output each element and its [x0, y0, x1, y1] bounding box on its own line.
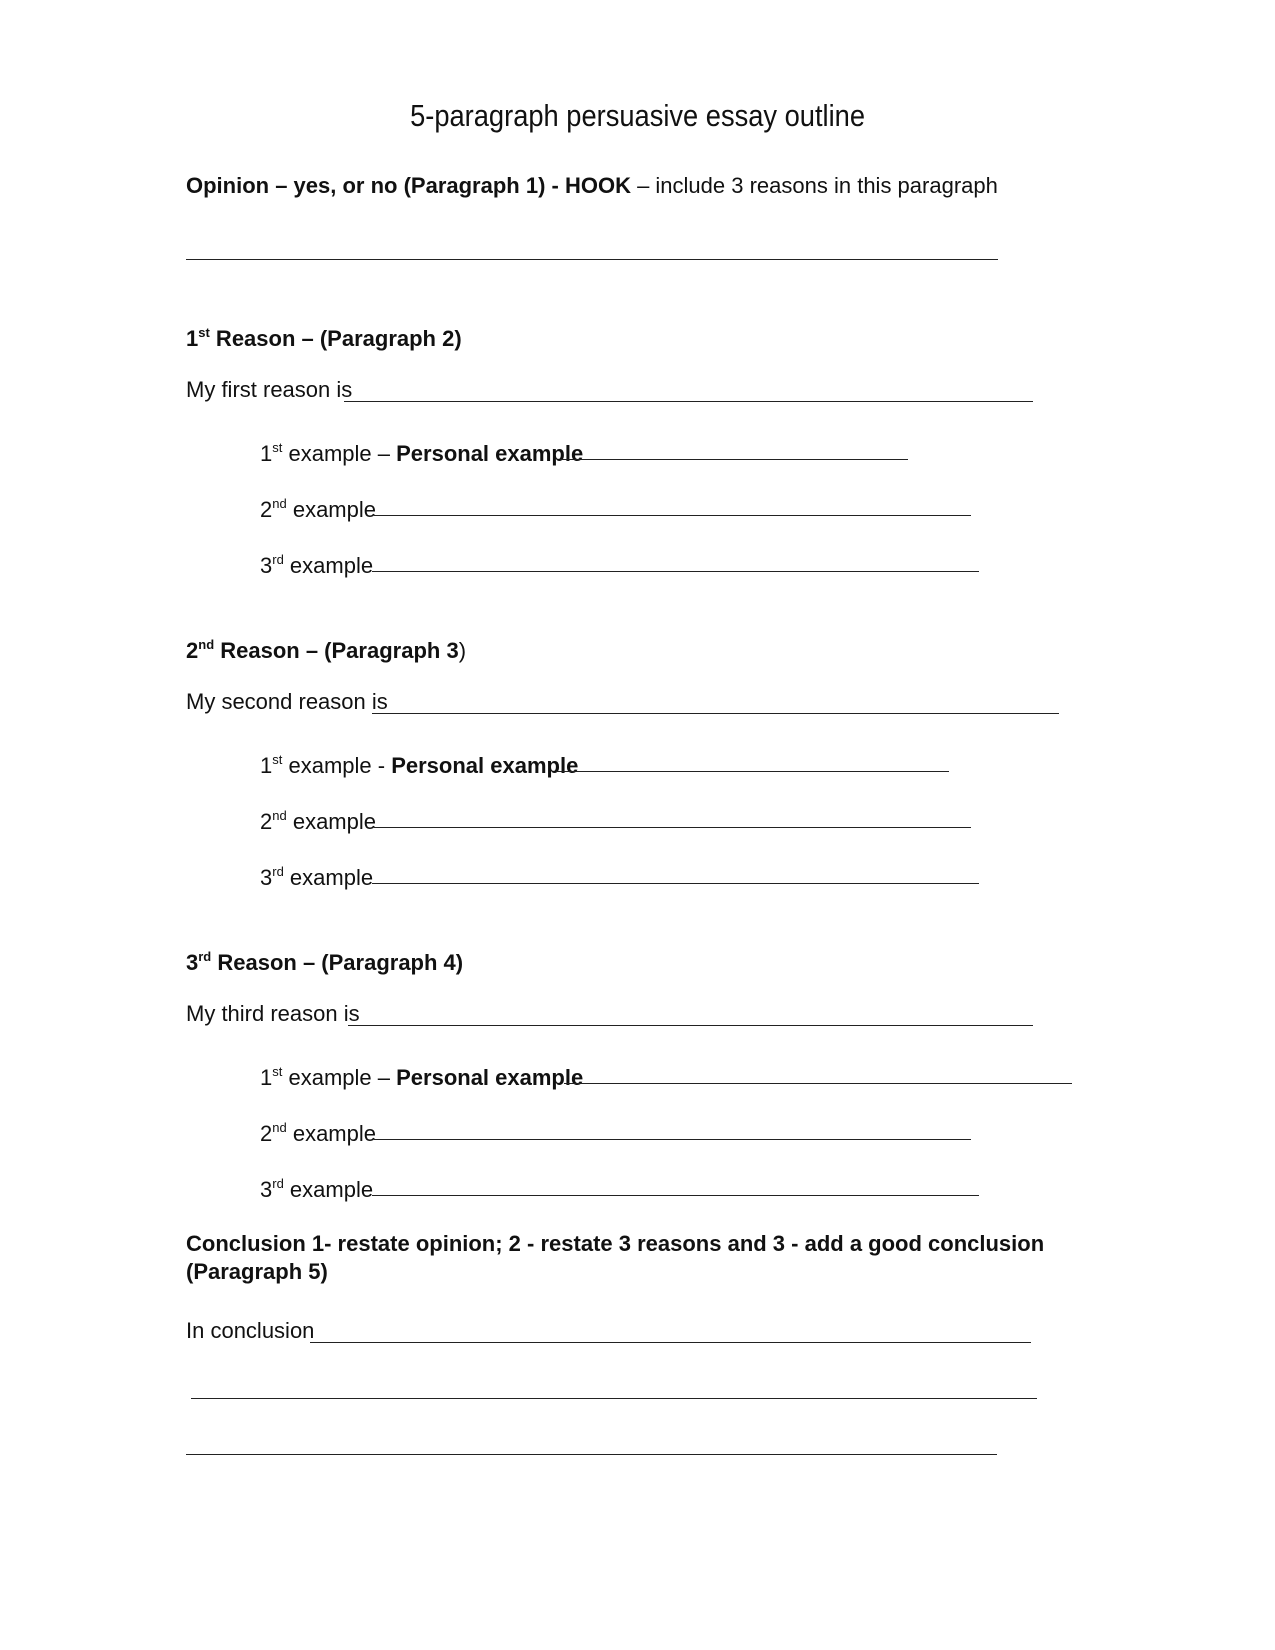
reason2-example2-blank-line[interactable] — [374, 827, 971, 828]
conclusion-blank-line-2[interactable] — [191, 1398, 1037, 1399]
page-title: 5-paragraph persuasive essay outline — [410, 98, 866, 133]
reason3-prompt: My third reason is — [186, 1001, 360, 1026]
reason3-example3-label: 3rd example — [260, 1176, 374, 1202]
reason3-example1-blank-line[interactable] — [564, 1083, 1072, 1084]
reason2-heading: 2nd Reason – (Paragraph 3) — [186, 637, 467, 663]
reason2-example1-label: 1st example - Personal example — [260, 752, 579, 778]
reason2-example2-label: 2nd example — [260, 808, 376, 834]
reason3-example3-blank-line[interactable] — [372, 1195, 979, 1196]
opinion-bold-label: Opinion – yes, or no (Paragraph 1) - HOOK — [186, 173, 631, 198]
reason1-example3-blank-line[interactable] — [372, 571, 979, 572]
reason3-example2-blank-line[interactable] — [374, 1139, 971, 1140]
reason3-example2-label: 2nd example — [260, 1120, 376, 1146]
reason3-heading: 3rd Reason – (Paragraph 4) — [186, 949, 464, 975]
reason3-blank-line[interactable] — [348, 1025, 1033, 1026]
reason1-prompt: My first reason is — [186, 377, 353, 402]
opinion-blank-line[interactable] — [186, 259, 998, 260]
reason2-example3-blank-line[interactable] — [372, 883, 979, 884]
reason3-example1-label: 1st example – Personal example — [260, 1064, 584, 1090]
reason1-heading: 1st Reason – (Paragraph 2) — [186, 325, 462, 351]
conclusion-blank-line-1[interactable] — [310, 1342, 1031, 1343]
reason1-example1-blank-line[interactable] — [560, 459, 908, 460]
opinion-instruction: – include 3 reasons in this paragraph — [630, 173, 998, 198]
reason2-example3-label: 3rd example — [260, 864, 374, 890]
conclusion-prompt: In conclusion — [186, 1318, 315, 1343]
reason2-prompt: My second reason is — [186, 689, 388, 714]
reason1-example1-label: 1st example – Personal example — [260, 440, 584, 466]
reason1-example2-blank-line[interactable] — [374, 515, 971, 516]
reason1-example3-label: 3rd example — [260, 552, 374, 578]
reason1-blank-line[interactable] — [344, 401, 1033, 402]
reason2-blank-line[interactable] — [372, 713, 1059, 714]
reason1-example2-label: 2nd example — [260, 496, 376, 522]
opinion-heading — [186, 172, 998, 200]
conclusion-heading: Conclusion 1- restate opinion; 2 - restate 3 reasons and 3 - add a good conclusion (Paragraph 5) — [186, 1231, 1045, 1284]
conclusion-blank-line-3[interactable] — [186, 1454, 997, 1455]
reason2-example1-blank-line[interactable] — [556, 771, 949, 772]
